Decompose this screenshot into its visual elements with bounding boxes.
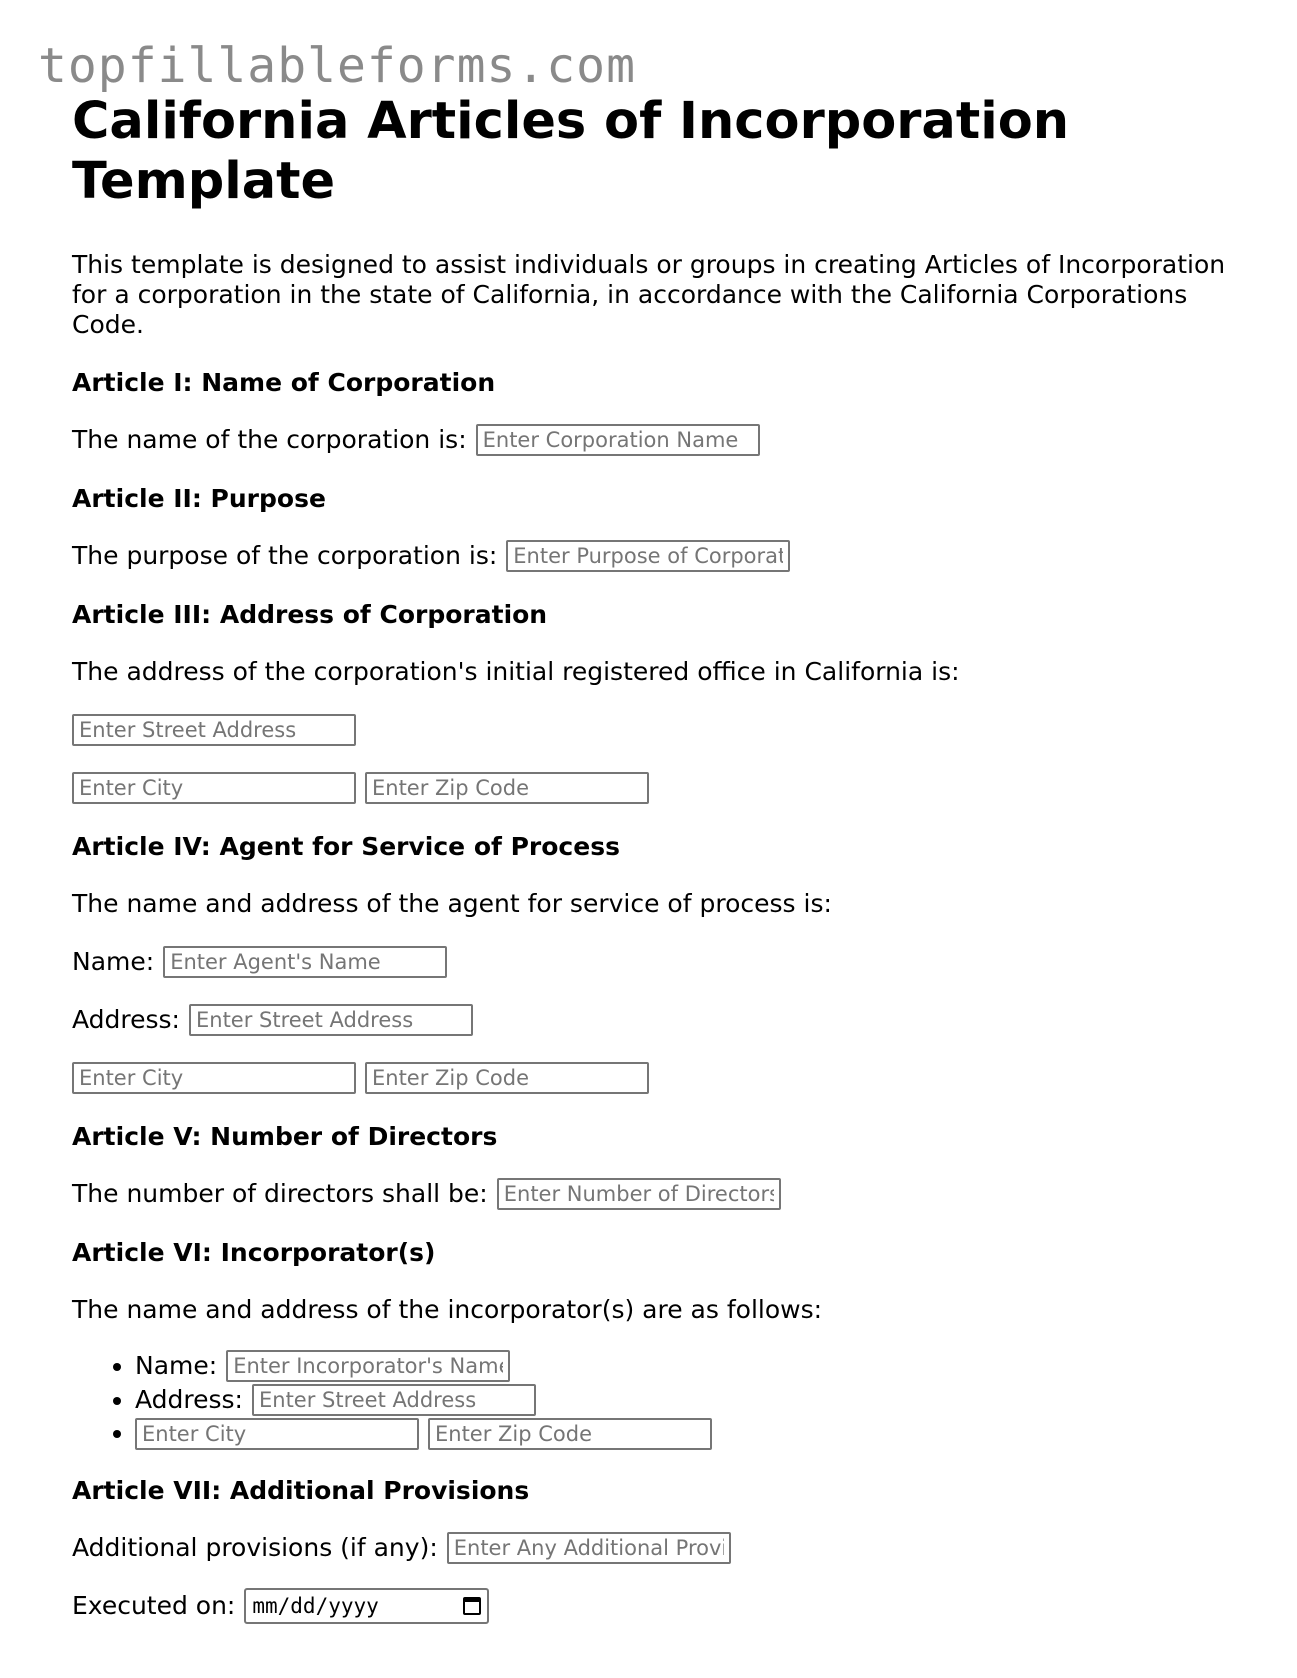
- agent-zip-input[interactable]: [365, 1062, 649, 1094]
- article-4-heading: Article IV: Agent for Service of Process: [72, 832, 620, 861]
- form-document: [72, 92, 1272, 1624]
- incorporator-list: [72, 1350, 1272, 1450]
- article-4-description: The name and address of the agent for service of process is:: [72, 889, 832, 918]
- article-1-label: The name of the corporation is:: [72, 425, 467, 454]
- list-item: [135, 1350, 1272, 1382]
- article-3-city-zip-row: [72, 772, 1272, 804]
- executed-date-input[interactable]: [244, 1588, 489, 1624]
- agent-street-input[interactable]: [189, 1004, 473, 1036]
- article-2-row: [72, 540, 1272, 572]
- article-1-heading: Article I: Name of Corporation: [72, 368, 496, 397]
- incorporator-name-label: • Name:: [135, 1351, 218, 1380]
- page-title: California Articles of Incorporation Template: [72, 92, 1070, 211]
- article-6-description: The name and address of the incorporator(s) are as follows:: [72, 1295, 823, 1324]
- article-5-label: The number of directors shall be:: [72, 1179, 488, 1208]
- article-1-row: [72, 424, 1272, 456]
- article-3-description: The address of the corporation's initial registered office in California is:: [72, 657, 960, 686]
- intro-paragraph: This template is designed to assist individuals or groups in creating Articles of Incorporation for a corporation in the state of California, in accordance with the California Corporations Code.: [72, 250, 1226, 339]
- list-item: [135, 1384, 1272, 1416]
- article-5-heading: Article V: Number of Directors: [72, 1122, 498, 1151]
- incorporator-street-input[interactable]: [252, 1384, 536, 1416]
- agent-city-input[interactable]: [72, 1062, 356, 1094]
- agent-city-zip-row: [72, 1062, 1272, 1094]
- agent-name-row: [72, 946, 1272, 978]
- corporation-name-input[interactable]: [476, 424, 760, 456]
- agent-name-label: Name:: [72, 947, 155, 976]
- article-3-street-row: [72, 714, 1272, 746]
- incorporator-address-label: • Address:: [135, 1385, 243, 1414]
- additional-provisions-input[interactable]: [447, 1532, 731, 1564]
- list-item: [135, 1418, 1272, 1450]
- article-7-label: Additional provisions (if any):: [72, 1533, 438, 1562]
- incorporator-zip-input[interactable]: [428, 1418, 712, 1450]
- corporation-zip-input[interactable]: [365, 772, 649, 804]
- calendar-icon[interactable]: [463, 1597, 481, 1615]
- article-2-label: The purpose of the corporation is:: [72, 541, 498, 570]
- agent-name-input[interactable]: [163, 946, 447, 978]
- agent-address-row: [72, 1004, 1272, 1036]
- incorporator-name-input[interactable]: [226, 1350, 510, 1382]
- corporation-city-input[interactable]: [72, 772, 356, 804]
- number-of-directors-input[interactable]: [497, 1178, 781, 1210]
- incorporator-city-input[interactable]: [135, 1418, 419, 1450]
- corporation-purpose-input[interactable]: [506, 540, 790, 572]
- article-2-heading: Article II: Purpose: [72, 484, 326, 513]
- executed-row: [72, 1588, 1272, 1624]
- watermark: topfillableforms.com: [38, 38, 636, 94]
- corporation-street-input[interactable]: [72, 714, 356, 746]
- date-format-text: mm/dd/yyyy: [252, 1594, 379, 1618]
- article-5-row: [72, 1178, 1272, 1210]
- article-7-row: [72, 1532, 1272, 1564]
- article-7-heading: Article VII: Additional Provisions: [72, 1476, 530, 1505]
- article-3-heading: Article III: Address of Corporation: [72, 600, 548, 629]
- article-6-heading: Article VI: Incorporator(s): [72, 1238, 436, 1267]
- executed-label: Executed on:: [72, 1591, 236, 1620]
- agent-address-label: Address:: [72, 1005, 180, 1034]
